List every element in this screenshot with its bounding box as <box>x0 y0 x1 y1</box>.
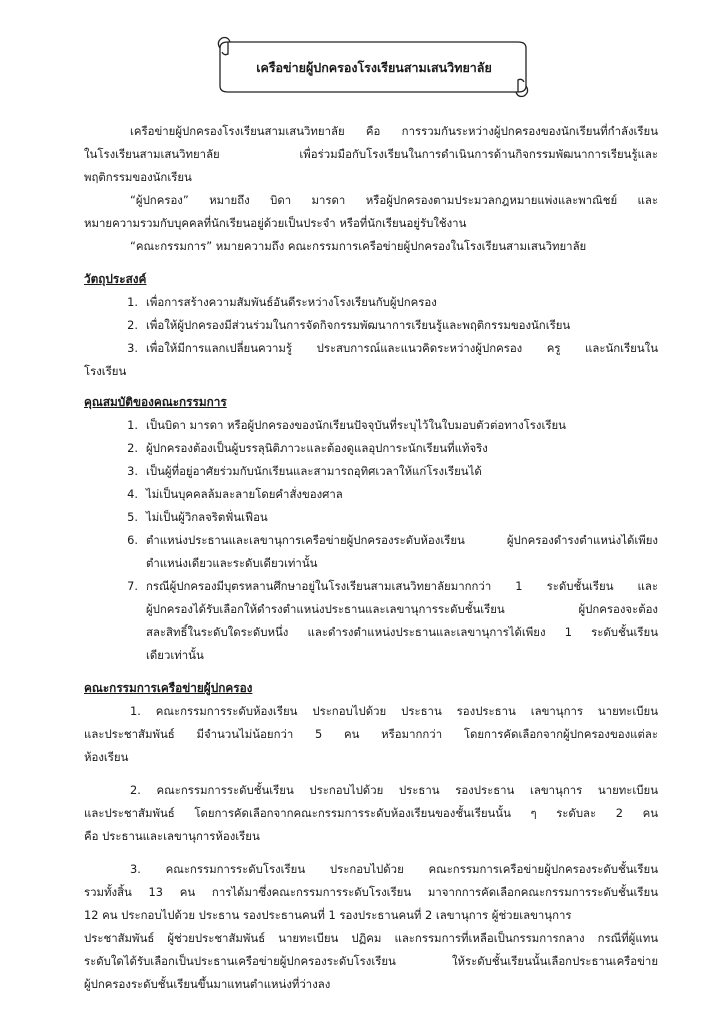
committee-paragraph-line: ประชาสัมพันธ์ ผู้ช่วยประชาสัมพันธ์ นายทะเบียน ปฏิคม และกรรมการที่เหลือเป็นกรรมการกลาง กรณีที่ผู้แทน <box>84 931 658 945</box>
list-number: 7. <box>127 579 138 593</box>
list-item: ไม่เป็นผู้วิกลจริตฟั่นเฟือน <box>146 510 268 524</box>
list-number: 3. <box>127 464 138 478</box>
list-number: 4. <box>127 487 138 501</box>
list-item: เพื่อให้ผู้ปกครองมีส่วนร่วมในการจัดกิจกรรมพัฒนาการเรียนรู้และพฤติกรรมของนักเรียน <box>146 318 571 332</box>
definition-parent: “ผู้ปกครอง” หมายถึง บิดา มารดา หรือผู้ปกครองตามประมวลกฎหมายแพ่งและพาณิชย์ และ <box>130 193 658 207</box>
committee-paragraph-line: ระดับใดได้รับเลือกเป็นประธานเครือข่ายผู้ปกครองระดับโรงเรียน ให้ระดับชั้นเรียนนั้นเลือกประธานเครือข่าย <box>84 954 658 968</box>
list-item-continuation: สละสิทธิ์ในระดับใดระดับหนึ่ง และดำรงตำแหน่งประธานและเลขานุการได้เพียง 1 ระดับชั้นเรียน <box>146 625 658 639</box>
list-number: 6. <box>127 533 138 547</box>
page-title: เครือข่ายผู้ปกครองโรงเรียนสามเสนวิทยาลัย <box>256 60 492 75</box>
list-item-continuation: โรงเรียน <box>84 364 127 378</box>
definition-committee: “คณะกรรมการ” หมายความถึง คณะกรรมการเครือข่ายผู้ปกครองในโรงเรียนสามเสนวิทยาลัย <box>130 239 587 253</box>
intro-line: พฤติกรรมของนักเรียน <box>84 170 192 184</box>
list-number: 1. <box>127 295 138 309</box>
list-item: ผู้ปกครองต้องเป็นผู้บรรลุนิติภาวะและต้องดูแลอุปการะนักเรียนที่แท้จริง <box>146 441 488 455</box>
list-item-continuation: ผู้ปกครองได้รับเลือกให้ดำรงตำแหน่งประธานและเลขานุการระดับชั้นเรียน ผู้ปกครองจะต้อง <box>146 602 658 616</box>
committee-paragraph-line: 1. คณะกรรมการระดับห้องเรียน ประกอบไปด้วย ประธาน รองประธาน เลขานุการ นายทะเบียน <box>130 704 658 718</box>
committee-paragraph-line: รวมทั้งสิ้น 13 คน การได้มาซึ่งคณะกรรมการระดับโรงเรียน มาจากการคัดเลือกคณะกรรมการระดับชั้นเรียน <box>84 885 658 899</box>
intro-line: หมายความรวมกับบุคคลที่นักเรียนอยู่ด้วยเป็นประจำ หรือที่นักเรียนอยู่รับใช้งาน <box>84 216 467 230</box>
committee-paragraph-line: ห้องเรียน <box>84 750 129 764</box>
committee-paragraph-line: ผู้ปกครองระดับชั้นเรียนขึ้นมาแทนตำแหน่งที่ว่างลง <box>84 977 331 991</box>
section-heading-qualifications: คุณสมบัติของคณะกรรมการ <box>84 395 227 409</box>
committee-paragraph-line: 12 คน ประกอบไปด้วย ประธาน รองประธานคนที่ 1 รองประธานคนที่ 2 เลขานุการ ผู้ช่วยเลขานุการ <box>84 908 572 922</box>
committee-paragraph-line: 3. คณะกรรมการระดับโรงเรียน ประกอบไปด้วย คณะกรรมการเครือข่ายผู้ปกครองระดับชั้นเรียน <box>130 862 658 876</box>
list-item: ตำแหน่งประธานและเลขานุการเครือข่ายผู้ปกครองระดับห้องเรียน ผู้ปกครองดำรงตำแหน่งได้เพียง <box>146 533 658 547</box>
section-heading-committee: คณะกรรมการเครือข่ายผู้ปกครอง <box>84 681 253 695</box>
list-number: 3. <box>127 341 138 355</box>
list-number: 5. <box>127 510 138 524</box>
list-item: เป็นผู้ที่อยู่อาศัยร่วมกับนักเรียนและสามารถอุทิศเวลาให้แก่โรงเรียนได้ <box>146 464 482 478</box>
list-number: 1. <box>127 418 138 432</box>
section-heading-objectives: วัตถุประสงค์ <box>84 272 147 286</box>
committee-paragraph-line: คือ ประธานและเลขานุการห้องเรียน <box>84 829 260 843</box>
list-number: 2. <box>127 441 138 455</box>
list-number: 2. <box>127 318 138 332</box>
list-item: กรณีผู้ปกครองมีบุตรหลานศึกษาอยู่ในโรงเรียนสามเสนวิทยาลัยมากกว่า 1 ระดับชั้นเรียน และ <box>146 579 658 593</box>
list-item-continuation: ตำแหน่งเดียวและระดับเดียวเท่านั้น <box>146 556 318 570</box>
intro-line: เครือข่ายผู้ปกครองโรงเรียนสามเสนวิทยาลัย คือ การรวมกันระหว่างผู้ปกครองของนักเรียนที่กำลังเรียน <box>130 124 658 138</box>
list-item: เพื่อให้มีการแลกเปลี่ยนความรู้ ประสบการณ์และแนวคิดระหว่างผู้ปกครอง ครู และนักเรียนใน <box>146 341 658 355</box>
list-item: เพื่อการสร้างความสัมพันธ์อันดีระหว่างโรงเรียนกับผู้ปกครอง <box>146 295 437 309</box>
committee-paragraph-line: 2. คณะกรรมการระดับชั้นเรียน ประกอบไปด้วย ประธาน รองประธาน เลขานุการ นายทะเบียน <box>130 783 658 797</box>
intro-line: ในโรงเรียนสามเสนวิทยาลัย เพื่อร่วมมือกับโรงเรียนในการดำเนินการด้านกิจกรรมพัฒนาการเรียนรู้และ <box>84 147 658 161</box>
list-item-continuation: เดียวเท่านั้น <box>146 648 204 662</box>
title-banner <box>214 34 532 100</box>
list-item: ไม่เป็นบุคคลล้มละลายโดยคำสั่งของศาล <box>146 487 343 501</box>
list-item: เป็นบิดา มารดา หรือผู้ปกครองของนักเรียนปัจจุบันที่ระบุไว้ในใบมอบตัวต่อทางโรงเรียน <box>146 418 566 432</box>
committee-paragraph-line: และประชาสัมพันธ์ มีจำนวนไม่น้อยกว่า 5 คน หรือมากกว่า โดยการคัดเลือกจากผู้ปกครองของแต่ละ <box>84 727 658 741</box>
committee-paragraph-line: และประชาสัมพันธ์ โดยการคัดเลือกจากคณะกรรมการระดับห้องเรียนของชั้นเรียนนั้น ๆ ระดับละ 2 คน <box>84 806 658 820</box>
